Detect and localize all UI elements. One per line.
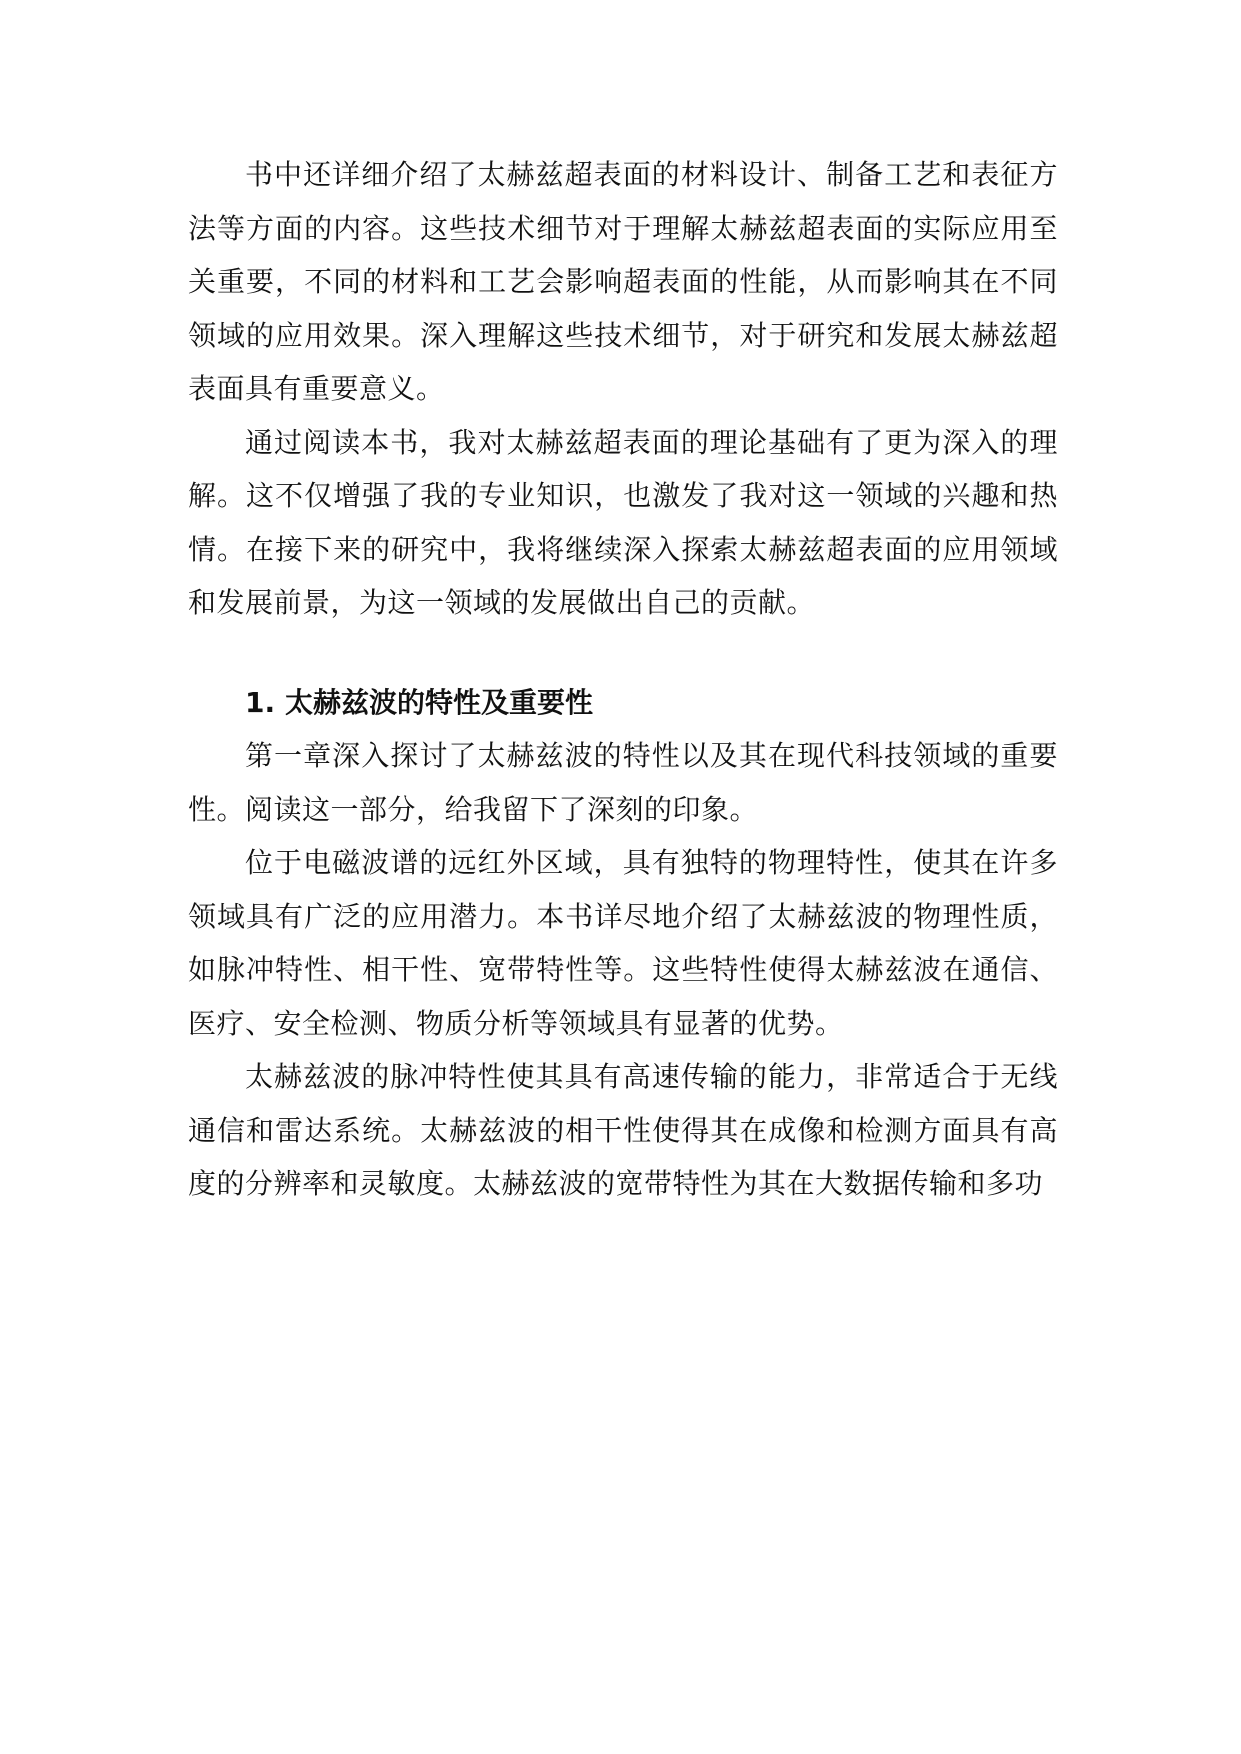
paragraph-materials-design: 书中还详细介绍了太赫兹超表面的材料设计、制备工艺和表征方法等方面的内容。这些技术细节对于理解太赫兹超表面的实际应用至关重要，不同的材料和工艺会影响超表面的性能，从而影响其在不同领域的应用效果。深入理解这些技术细节，对于研究和发展太赫兹超表面具有重要意义。	[188, 158, 1058, 405]
document-body	[188, 148, 1058, 1211]
section-gap	[188, 630, 1058, 676]
section-number: 1.	[245, 685, 276, 719]
paragraph-chapter-one-intro: 第一章深入探讨了太赫兹波的特性以及其在现代科技领域的重要性。阅读这一部分，给我留下了深刻的印象。	[188, 739, 1058, 826]
paragraph-reading-reflection: 通过阅读本书，我对太赫兹超表面的理论基础有了更为深入的理解。这不仅增强了我的专业知识，也激发了我对这一领域的兴趣和热情。在接下来的研究中，我将继续深入探索太赫兹超表面的应用领域和发展前景，为这一领域的发展做出自己的贡献。	[188, 425, 1058, 619]
section-title: 太赫兹波的特性及重要性	[285, 685, 594, 719]
paragraph-pulse-coherence-broadband: 太赫兹波的脉冲特性使其具有高速传输的能力，非常适合于无线通信和雷达系统。太赫兹波的相干性使得其在成像和检测方面具有高度的分辨率和灵敏度。太赫兹波的宽带特性为其在大数据传输和多功	[188, 1060, 1058, 1200]
section-heading	[188, 676, 1058, 730]
paragraph-far-infrared-properties: 位于电磁波谱的远红外区域，具有独特的物理特性，使其在许多领域具有广泛的应用潜力。本书详尽地介绍了太赫兹波的物理性质，如脉冲特性、相干性、宽带特性等。这些特性使得太赫兹波在通信、医疗、安全检测、物质分析等领域具有显著的优势。	[188, 846, 1058, 1040]
